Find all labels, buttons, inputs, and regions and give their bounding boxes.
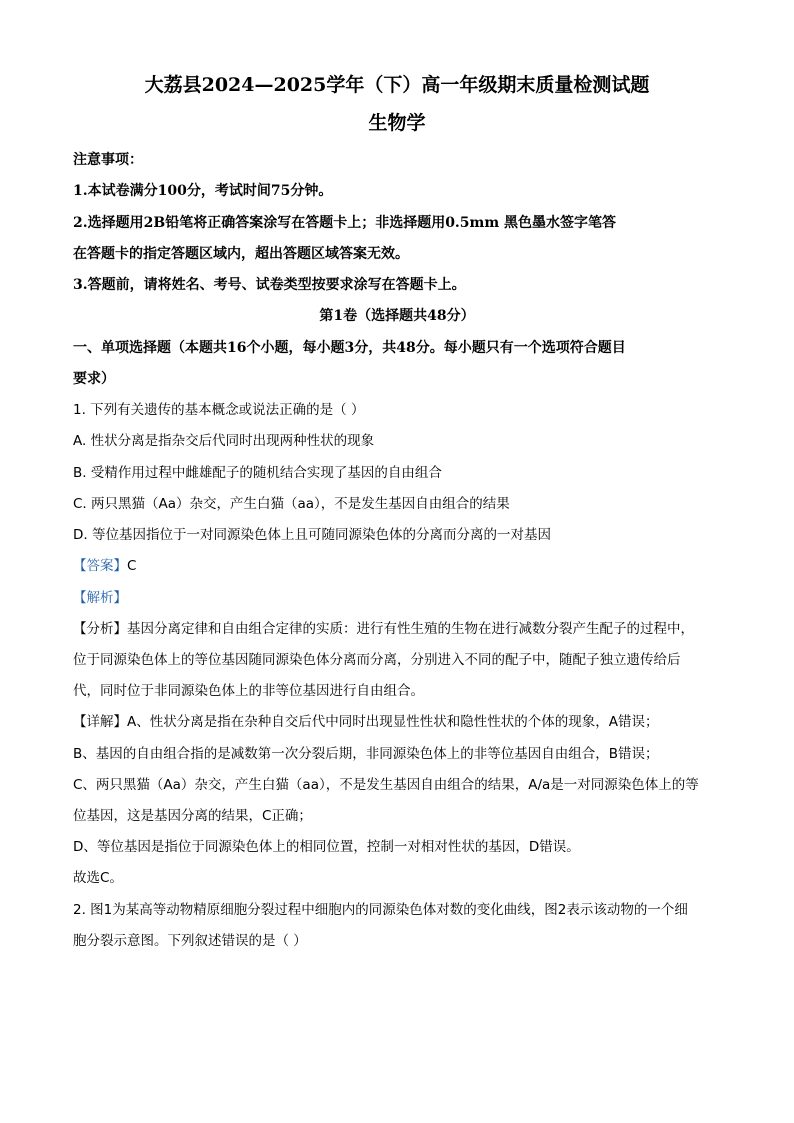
notice-heading: 注意事项： <box>73 152 143 168</box>
fenxi-line-1 <box>73 619 733 639</box>
fenxi-line-2: 位于同源染色体上的等位基因随同源染色体分离而分离，分别进入不同的配子中，随配子独立遗传给后 <box>73 652 681 668</box>
xiangjie-tag: 【详解】 <box>73 714 127 730</box>
subject-title: 生物学 <box>368 112 426 134</box>
xiangjie-line-4: 位基因，这是基因分离的结果，C正确； <box>73 808 312 824</box>
section-heading-cont: 要求） <box>73 371 115 387</box>
xiangjie-line-1 <box>73 712 733 732</box>
question-1-option-d: D. 等位基因指位于一对同源染色体上且可随同源染色体的分离而分离的一对基因 <box>73 527 551 543</box>
answer-line <box>73 556 733 576</box>
xiangjie-line-5: D、等位基因是指位于同源染色体上的相同位置，控制一对相对性状的基因，D错误。 <box>73 839 580 855</box>
notice-item-2: 2.选择题用2B铅笔将正确答案涂写在答题卡上；非选择题用0.5mm 黑色墨水签字笔答 <box>73 215 617 231</box>
answer-tag: 【答案】 <box>73 558 127 574</box>
fenxi-tag: 【分析】 <box>73 621 127 637</box>
analysis-tag: 【解析】 <box>73 590 127 606</box>
conclusion-line: 故选C。 <box>73 870 123 886</box>
fenxi-line-3: 代，同时位于非同源染色体上的非等位基因进行自由组合。 <box>73 683 424 699</box>
question-2-stem: 2. 图1为某高等动物精原细胞分裂过程中细胞内的同源染色体对数的变化曲线，图2表示该动物的一个细 <box>73 902 688 918</box>
question-1-option-a: A. 性状分离是指杂交后代同时出现两种性状的现象 <box>73 433 375 449</box>
question-1-option-b: B. 受精作用过程中雌雄配子的随机结合实现了基因的自由组合 <box>73 465 442 481</box>
notice-item-2-cont: 在答题卡的指定答题区域内，超出答题区域答案无效。 <box>73 246 409 262</box>
fenxi-text-1: 基因分离定律和自由组合定律的实质：进行有性生殖的生物在进行减数分裂产生配子的过程中， <box>127 621 694 637</box>
question-1-stem: 1. 下列有关遗传的基本概念或说法正确的是（ ） <box>73 402 365 418</box>
exam-title: 大荔县2024—2025学年（下）高一年级期末质量检测试题 <box>144 74 650 96</box>
xiangjie-text-1: A、性状分离是指在杂种自交后代中同时出现显性性状和隐性性状的个体的现象，A错误； <box>127 714 659 730</box>
volume-heading: 第1卷（选择题共48分） <box>319 308 475 324</box>
notice-item-1: 1.本试卷满分100分，考试时间75分钟。 <box>73 183 333 199</box>
notice-item-3: 3.答题前，请将姓名、考号、试卷类型按要求涂写在答题卡上。 <box>73 277 466 293</box>
xiangjie-line-2: B、基因的自由组合指的是减数第一次分裂后期，非同源染色体上的非等位基因自由组合，B错误； <box>73 746 659 762</box>
answer-value: C <box>127 558 137 574</box>
section-heading: 一、单项选择题（本题共16个小题，每小题3分，共48分。每小题只有一个选项符合题目 <box>73 340 626 356</box>
question-1-option-c: C. 两只黑猫（Aa）杂交，产生白猫（aa），不是发生基因自由组合的结果 <box>73 496 510 512</box>
xiangjie-line-3: C、两只黑猫（Aa）杂交，产生白猫（aa），不是发生基因自由组合的结果，A/a是一对同源染色体上的等 <box>73 777 699 793</box>
question-2-stem-cont: 胞分裂示意图。下列叙述错误的是（ ） <box>73 933 307 949</box>
analysis-heading <box>73 588 733 608</box>
